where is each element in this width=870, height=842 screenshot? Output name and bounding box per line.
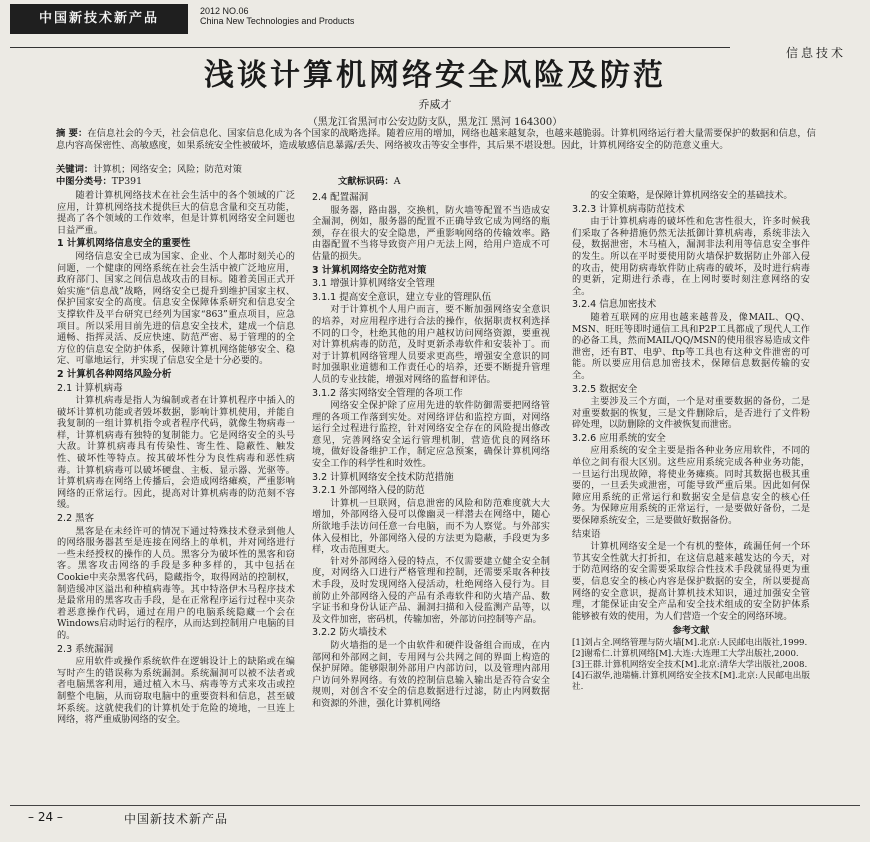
author: 乔威才 — [418, 98, 452, 111]
reference-item: [2]谢希仁.计算机网络[M].大连:大连理工大学出版社,2000. — [572, 648, 799, 659]
clc-label: 中图分类号： — [56, 176, 112, 187]
paragraph: 的安全策略，是保障计算机网络安全的基础技术。 — [590, 190, 793, 201]
page-number: – 24 – — [28, 810, 63, 824]
section-label: 信息技术 — [785, 46, 846, 60]
abstract — [56, 128, 816, 152]
references-heading: 参考文献 — [672, 625, 710, 637]
section-heading: 2 计算机各种网络风险分析 — [57, 368, 172, 380]
subsection-heading: 3.2.1 外部网络入侵的防范 — [312, 485, 425, 497]
paragraph: 计算机网络安全是一个有机的整体，疏漏任何一个环节其安全性就大打折扣，在这信息越来越发达的今天，对于防范网络的安全需要采取综合性技术手段就显得更为重要，信息安全的核心内容是保护数据的安全，所以要提高网络的安全意识，提高计算机技术知识，通过加强安全管理，才能保证由安全产品和安全技术组成的安全防护体系能够被有效的使用，为人们营造一个安全的网络环境。 — [572, 541, 810, 622]
clc-value: TP391 — [111, 176, 142, 187]
abstract-text: 在信息社会的今天，社会信息化、国家信息化成为各个国家的战略选择。随着应用的增加，网络也越来越复杂，也越来越脆弱。计算机网络运行着大量需要保护的数据和信息，信息内容高保密性、高敏感度，如果系统安全性被破坏，造成敏感信息暴露/丢失、网络被攻击等安全事件，其后果不堪设想。因此，计算机网络安全的防范意义重大。 — [56, 128, 816, 151]
subsection-heading: 2.2 黑客 — [57, 513, 95, 525]
subsection-heading: 2.1 计算机病毒 — [57, 382, 123, 394]
paragraph: 网络安全保护除了应用先进的软件防御需要把网络管理的各项工作落到实处。对网络评估和监控方面，对网络运行全过程进行监控，针对网络安全存在的风险提出修改意见，完善网络安全运行管理机制，营造优良的网络环境，做好设备维护工作，制定应急预案，确保计算机网络安全工作的科学性和时效性。 — [312, 400, 550, 470]
paragraph: 黑客是在未经许可的情况下通过特殊技术登录到他人的网络服务器甚至是连接在网络上的单机，并对网络进行一些未经授权的操作的人员。黑客分为破坏性的黑客和窃客。黑客攻击网络的手段是多种多样的，其中包括在Cookie中夹杂黑客代码，隐藏指令，取得网站的控制权，制造缓冲区溢出和种植病毒等。其中特洛伊木马程序技术是最常用的黑客攻击手段，是在正常程序运行过程中夹杂着恶意操作代码，通过在用户的电脑系统隐藏一个会在Windows启动时运行的程序，从而达到控制用户电脑的目的。 — [57, 525, 295, 641]
doc-code-value: A — [393, 176, 401, 187]
subsection-heading: 结束语 — [572, 528, 601, 540]
subsection-heading: 2.4 配置漏洞 — [312, 192, 369, 203]
subsection-heading: 3.1.2 落实网络安全管理的各项工作 — [312, 387, 463, 399]
subsection-heading: 3.2 计算机网络安全技术防范措施 — [312, 471, 454, 483]
reference-item: [3]王群.计算机网络安全技术[M].北京:清华大学出版社,2008. — [572, 659, 808, 670]
affiliation: （黑龙江省黑河市公安边防支队，黑龙江 黑河 164300） — [307, 117, 563, 128]
issue-number: 2012 NO.06 — [200, 6, 249, 16]
paragraph: 应用软件或操作系统软件在逻辑设计上的缺陷或在编写时产生的错误称为系统漏洞。系统漏洞可以被不法者或者电脑黑客利用，通过植入木马、病毒等方式来攻击或控制整个电脑，从而窃取电脑中的重要资料和信息，甚至破坏系统。这就使我们的计算机处于危险的境地，一旦连上网络，将严重威胁网络的安全。 — [57, 656, 295, 726]
paragraph: 网络信息安全已成为国家、企业、个人都时刻关心的问题，一个健康的网络系统在社会生活中被广泛地应用，政府部门、国家之间信息战攻击的目标。随着美国正式开始实施“信息战”战略，网络安全已提升到维护国家主权、保护国家安全的高度。信息安全保障体系研究和信息安全支撑软件及平台研究已经列为国家“863”重点项目，应急项目。所以采用目前先进的信息安全技术，建成一个信息通畅、指挥灵活、反应快速、防范严密、易于管理的的全方位的信息安全防护体系，保障计算机网络能够安全、稳定、可靠地运行，并实现了信息安全是十分必要的。 — [57, 250, 295, 367]
keywords — [56, 164, 816, 176]
paragraph: 计算机一旦联网，信息泄密的风险和防范难度就大大增加，外部网络入侵可以像幽灵一样潜去在网络中，随心所欲地手法访问任意一台电脑，而不为人察觉。与外部实体入侵相比，外部网络入侵的方法更为隐蔽，手段更为多样，攻击范围更大。 — [312, 497, 550, 556]
subsection-heading: 3.2.2 防火墙技术 — [312, 627, 387, 639]
doc-code-label: 文献标识码： — [337, 176, 394, 187]
subsection-heading: 3.1.1 提高安全意识，建立专业的管理队伍 — [312, 291, 492, 303]
paragraph: 对于计算机个人用户而言，要不断加强网络安全意识的培养，对应用程序进行合法的操作，依据职责权利选择不同的口令，杜绝其他的用户越权访问网络资源，要重视对计算机病毒的防范，及时更新杀毒软件和安装补丁。而对于计算机网络管理人员要求更高些，增强安全意识的同时加强职业道德和工作责任心的培养，还要不断提升管理人员的专业技能，增强对网络的监督和评估。 — [312, 304, 550, 385]
paragraph: 主要涉及三个方面，一个是对重要数据的备份，二是对重要数据的恢复，三是文件删除后，是否进行了文件粉碎处理，以防删除的文件被恢复而泄密。 — [572, 396, 810, 431]
body-column-2 — [312, 190, 550, 798]
paragraph: 随着互联网的应用也越来越普及，像MAIL、QQ、MSN、旺旺等即时通信工具和P2P工具都成了现代人工作的必备工具，然而MAIL/QQ/MSN的使用很容易造成文件泄密，还有BT、电驴、ftp等工具也有这种文件泄密的可能。所以要应用信息加密技术，保障信息数据传输的安全。 — [572, 311, 810, 381]
paragraph: 针对外部网络入侵的特点，不仅需要建立健全安全制度，对网络入口进行严格管理和控制，还需要采取各种技术手段，及时发现网络入侵活动，杜绝网络入侵行为。目前防止外部网络入侵的产品有杀毒软件和防火墙产品、数字证书和身份认证产品、漏洞扫描和入侵监测产品等，以及文件加密，密码机，传输加密，外部访问控制等产品。 — [312, 555, 550, 625]
subsection-heading: 3.2.6 应用系统的安全 — [572, 432, 666, 444]
subsection-heading: 3.2.5 数据安全 — [572, 383, 638, 395]
body-column-3 — [572, 190, 810, 798]
reference-item: [4]石淑华,池瑞楠.计算机网络安全技术[M].北京:人民邮电出版社. — [572, 670, 810, 692]
paragraph: 随着计算机网络技术在社会生活中的各个领域的广泛应用，计算机网络技术提供巨大的信息含量和交互功能，提高了各个领域的工作效率，但是计算机网络安全问题也日益严重。 — [57, 190, 295, 236]
paragraph: 计算机病毒是指人为编制或者在计算机程序中插入的破坏计算机功能或者毁坏数据，影响计算机使用，并能自我复制的一组计算机指令或者程序代码，就像生物病毒一样，计算机病毒有独特的复制能力。它是网络安全的头号大敌。计算机病毒具有传染性、寄生性、隐蔽性、触发性、破坏性等特点。按其破坏性分为良性病毒和恶性病毒。计算机病毒可以破坏硬盘、主板、显示器、光驱等。计算机病毒在网络上传播后，会造成网络瘫痪，严重影响网络的正常运行。因此，提高对计算机病毒的防范刻不容缓。 — [57, 395, 295, 511]
reference-item: [1]刘占全.网络管理与防火墙[M].北京:人民邮电出版社,1999. — [572, 637, 808, 648]
issue-info — [200, 6, 354, 26]
keywords-text: 计算机；网络安全；风险；防范对策 — [93, 164, 242, 175]
body-column-1 — [57, 190, 295, 798]
keywords-label: 关键词： — [56, 164, 94, 175]
section-heading: 1 计算机网络信息安全的重要性 — [57, 238, 191, 250]
subsection-heading: 3.1 增强计算机网络安全管理 — [312, 278, 435, 290]
journal-banner: 中国新技术新产品 — [10, 4, 188, 34]
footer-journal: 中国新技术新产品 — [124, 812, 229, 826]
section-heading: 3 计算机网络安全防范对策 — [312, 264, 427, 276]
footer-divider — [10, 805, 860, 806]
journal-english-name: China New Technologies and Products — [200, 16, 355, 26]
paragraph: 由于计算机病毒的破坏性和危害性很大，许多时候我们采取了各种措施仍然无法抵御计算机病毒，系统非法入侵，数据泄密，木马植入，漏洞非法利用等信息安全事件的发生。所以在平时要使用防火墙保护数据防止外部入侵的攻击，使用防病毒软件防止病毒的破坏，及时进行病毒的更新，定期进行杀毒，在上网时要时刻注意网络的安全。 — [572, 216, 810, 297]
abstract-label: 摘 要： — [56, 128, 88, 139]
paragraph: 应用系统的安全主要是指各种业务应用软件，不同的单位之间有很大区别。这些应用系统完成各种业务功能，一旦运行出现故障，将使业务瘫痪。同时其数据也极其重要的，一旦丢失或泄密，可能导致严重后果。因此如何保障应用系统的正常运行和数据安全是信息安全的核心任务。为保障应用系统的正常运行，一是要做好备份，二是要保障系统安全，三是要做好数据备份。 — [572, 445, 810, 527]
subsection-heading: 3.2.3 计算机病毒防范技术 — [572, 203, 685, 215]
header-divider — [10, 47, 730, 48]
subsection-heading: 3.2.4 信息加密技术 — [572, 299, 657, 311]
paragraph: 防火墙指的是一个由软件和硬件设备组合而成，在内部网和外部网之间，专用网与公共网之间的界面上构造的保护屏障。能够限制外部用户内部访问，以及管理内部用户访问外界网络。有效的控制信息输入输出是否符合安全规则，对创含不安全的信息数据进行过滤，防止内网数据和资源的外泄，强化计算机网络 — [312, 639, 550, 709]
classification — [56, 176, 816, 188]
subsection-heading: 2.3 系统漏洞 — [57, 643, 114, 655]
article-title: 浅谈计算机网络安全风险及防范 — [204, 58, 666, 93]
paragraph: 服务器，路由器，交换机，防火墙等配置不当造成安全漏洞，例如，服务器的配置不正确导致它成为网络的瓶颈，存在很大的安全隐患，严重影响网络的传输效率。路由器配置不当将导致资产用户无法上网，给用户造成不可估量的损失。 — [312, 204, 550, 262]
